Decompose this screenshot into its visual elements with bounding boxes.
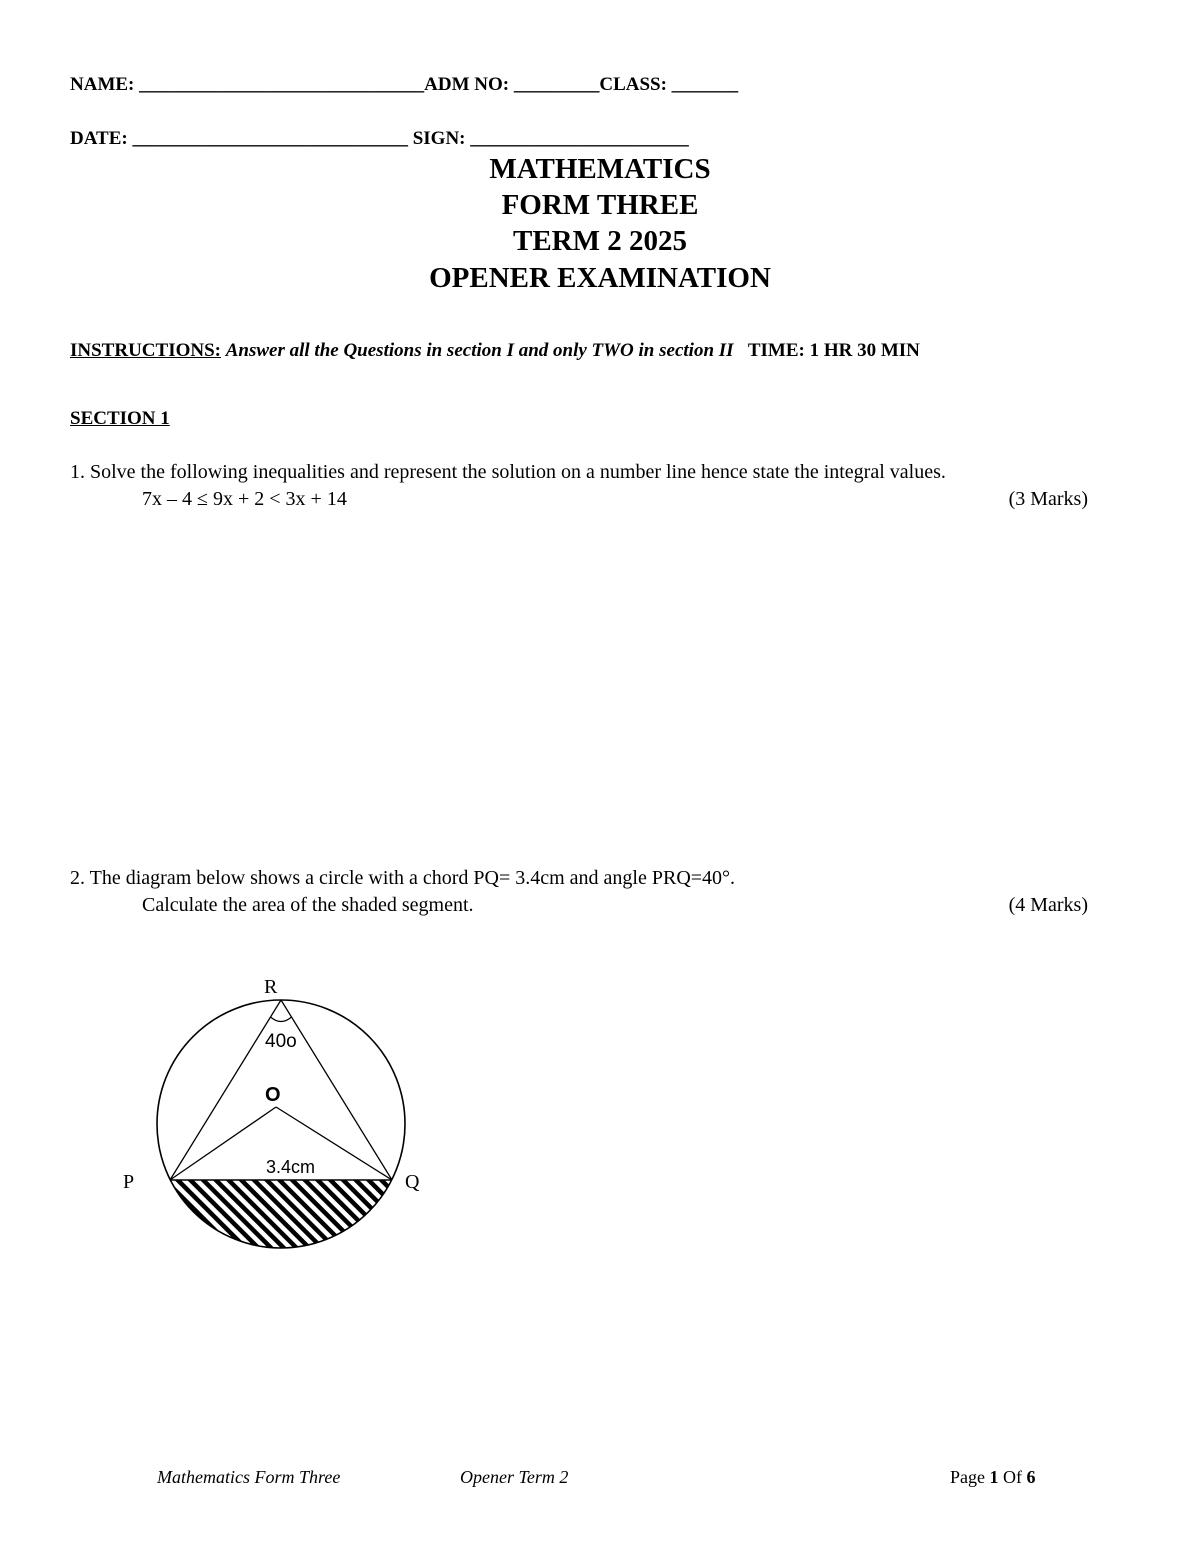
- question-2-text: 2. The diagram below shows a circle with a chord PQ= 3.4cm and angle PRQ=40°.: [70, 867, 736, 889]
- label-r: R: [264, 976, 278, 998]
- radius-op: [170, 1107, 276, 1180]
- date-label: DATE:: [70, 128, 128, 149]
- chord-rq: [281, 1000, 392, 1180]
- label-o: O: [265, 1084, 281, 1106]
- circle-diagram: [100, 960, 460, 1260]
- title-term: TERM 2 2025: [513, 225, 687, 257]
- question-1-expression: 7x – 4 ≤ 9x + 2 < 3x + 14: [142, 488, 347, 510]
- footer-page: [950, 1467, 1036, 1488]
- adm-field[interactable]: _________: [513, 74, 600, 95]
- angle-label: 40o: [265, 1031, 297, 1052]
- question-2-subtext: Calculate the area of the shaded segment.: [142, 894, 474, 916]
- footer-left: Mathematics Form Three: [157, 1467, 341, 1487]
- title-exam: OPENER EXAMINATION: [429, 262, 771, 294]
- header-row-1: [70, 74, 738, 96]
- name-label: NAME:: [70, 74, 135, 95]
- footer-middle: Opener Term 2: [460, 1467, 569, 1487]
- sign-field[interactable]: _______________________: [470, 128, 689, 149]
- instructions-text: Answer all the Questions in section I and only TWO in section II: [225, 340, 734, 361]
- angle-arc: [271, 1017, 292, 1022]
- section-title: SECTION 1: [70, 408, 170, 429]
- class-field[interactable]: _______: [671, 74, 739, 95]
- class-label: CLASS:: [599, 74, 667, 95]
- instructions-time: TIME: 1 HR 30 MIN: [747, 340, 920, 361]
- adm-label: ADM NO:: [424, 74, 510, 95]
- page-of: Of: [1003, 1467, 1022, 1487]
- question-1-text: 1. Solve the following inequalities and represent the solution on a number line hence state the integral values.: [70, 461, 946, 483]
- page-number: 1: [989, 1467, 999, 1487]
- question-2-marks: (4 Marks): [1008, 894, 1088, 916]
- label-p: P: [123, 1171, 135, 1193]
- sign-label: SIGN:: [412, 128, 466, 149]
- page-prefix: Page: [950, 1467, 985, 1487]
- chord-length-label: 3.4cm: [266, 1157, 316, 1177]
- name-field[interactable]: ______________________________: [139, 74, 425, 95]
- header-row-2: [70, 128, 689, 150]
- title-subject: MATHEMATICS: [489, 153, 711, 185]
- page-total: 6: [1026, 1467, 1036, 1487]
- instructions-row: [70, 340, 920, 362]
- label-q: Q: [405, 1171, 420, 1193]
- question-1-marks: (3 Marks): [1008, 488, 1088, 510]
- instructions-label: INSTRUCTIONS:: [70, 340, 221, 361]
- date-field[interactable]: _____________________________: [132, 128, 408, 149]
- title-form: FORM THREE: [501, 189, 699, 221]
